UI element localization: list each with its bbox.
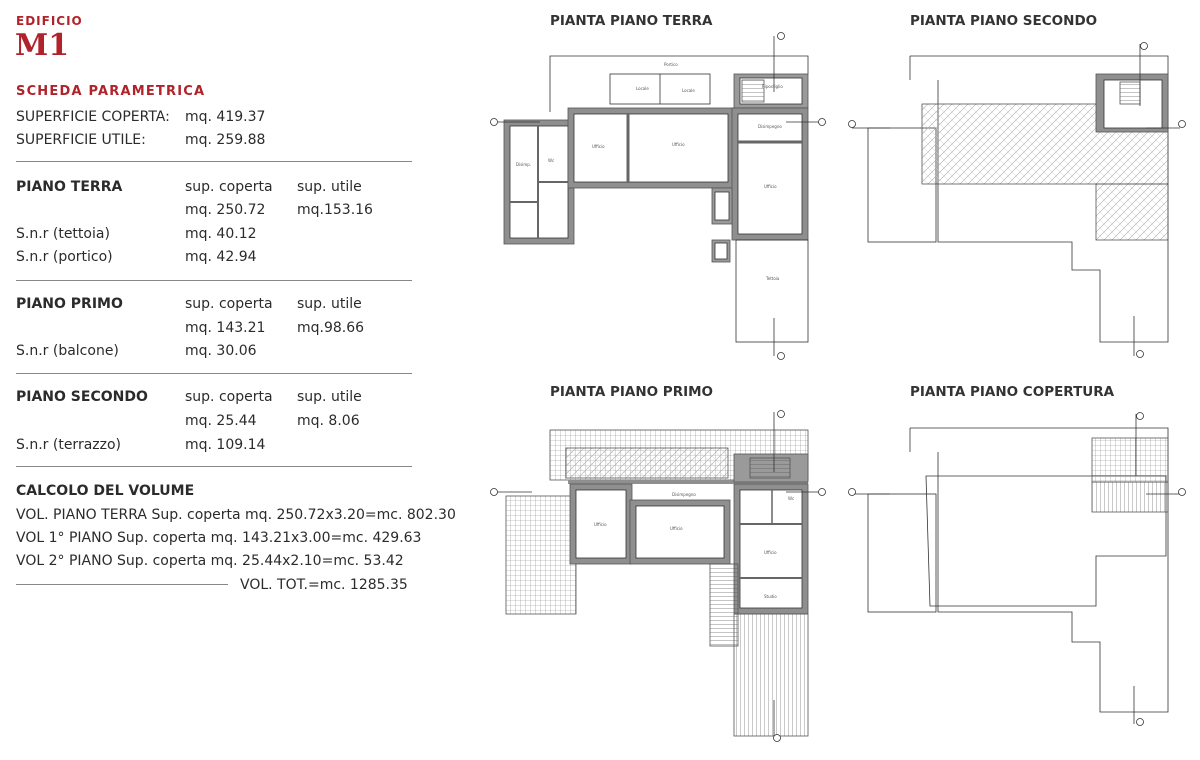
volume-title: CALCOLO DEL VOLUME: [16, 483, 195, 499]
plan-terra: [491, 33, 826, 360]
floor-name-primo: PIANO PRIMO: [16, 296, 123, 312]
plan-title-secondo: PIANTA PIANO SECONDO: [910, 13, 1098, 29]
floor-val-utile: mq.153.16: [297, 202, 373, 218]
svg-text:Ufficio: Ufficio: [672, 142, 685, 147]
floor-head-utile: sup. utile: [297, 179, 362, 195]
svg-text:Portico: Portico: [664, 62, 678, 67]
extra-value: mq. 109.14: [185, 437, 266, 453]
summary-label-coperta: SUPERFICIE COPERTA:: [16, 109, 170, 125]
extra-label: S.n.r (terrazzo): [16, 437, 121, 453]
section-title: SCHEDA PARAMETRICA: [16, 84, 206, 99]
svg-text:Locale: Locale: [636, 86, 649, 91]
svg-text:Ufficio: Ufficio: [764, 184, 777, 189]
extra-value: mq. 30.06: [185, 343, 257, 359]
svg-text:Studio: Studio: [764, 594, 777, 599]
svg-text:Disimpegno: Disimpegno: [758, 124, 782, 129]
plan-title-copertura: PIANTA PIANO COPERTURA: [910, 384, 1115, 400]
svg-text:Locale: Locale: [682, 88, 695, 93]
floor-head-utile: sup. utile: [297, 296, 362, 312]
volume-line: VOL 2° PIANO Sup. coperta mq. 25.44x2.10=mc. 53.42: [16, 553, 404, 569]
floor-name-secondo: PIANO SECONDO: [16, 389, 148, 405]
building-code: M1: [15, 28, 70, 63]
floor-name-terra: PIANO TERRA: [16, 179, 123, 195]
svg-text:Disimp.: Disimp.: [516, 162, 532, 167]
plan-primo: [491, 411, 826, 742]
svg-text:Ripostiglio: Ripostiglio: [762, 84, 783, 89]
summary-value-coperta: mq. 419.37: [185, 109, 266, 125]
floor-val-utile: mq.98.66: [297, 320, 365, 336]
svg-text:Wc: Wc: [788, 496, 795, 501]
svg-text:Disimpegno: Disimpegno: [672, 492, 696, 497]
plan-title-primo: PIANTA PIANO PRIMO: [550, 384, 714, 400]
svg-text:Ufficio: Ufficio: [764, 550, 777, 555]
floor-val-coperta: mq. 250.72: [185, 202, 266, 218]
svg-text:Wc: Wc: [548, 158, 555, 163]
extra-label: S.n.r (portico): [16, 249, 113, 265]
svg-text:Ufficio: Ufficio: [594, 522, 607, 527]
floor-val-coperta: mq. 25.44: [185, 413, 257, 429]
floor-head-coperta: sup. coperta: [185, 179, 273, 195]
svg-text:Ufficio: Ufficio: [592, 144, 605, 149]
volume-total: VOL. TOT.=mc. 1285.35: [240, 577, 408, 593]
floor-head-coperta: sup. coperta: [185, 296, 273, 312]
svg-text:Ufficio: Ufficio: [670, 526, 683, 531]
extra-label: S.n.r (balcone): [16, 343, 119, 359]
plan-secondo: [849, 43, 1186, 358]
volume-line: VOL. PIANO TERRA Sup. coperta mq. 250.72x3.20=mc. 802.30: [16, 507, 456, 523]
plan-copertura: [849, 413, 1186, 726]
plan-title-terra: PIANTA PIANO TERRA: [550, 13, 713, 29]
floor-head-coperta: sup. coperta: [185, 389, 273, 405]
extra-value: mq. 40.12: [185, 226, 257, 242]
floor-head-utile: sup. utile: [297, 389, 362, 405]
floor-val-coperta: mq. 143.21: [185, 320, 266, 336]
svg-text:Tettoia: Tettoia: [766, 276, 780, 281]
building-kicker: EDIFICIO: [16, 14, 83, 28]
extra-label: S.n.r (tettoia): [16, 226, 110, 242]
summary-value-utile: mq. 259.88: [185, 132, 266, 148]
summary-label-utile: SUPERFICIE UTILE:: [16, 132, 146, 148]
floor-val-utile: mq. 8.06: [297, 413, 360, 429]
volume-line: VOL 1° PIANO Sup. coperta mq. 143.21x3.00=mc. 429.63: [16, 530, 422, 546]
extra-value: mq. 42.94: [185, 249, 257, 265]
